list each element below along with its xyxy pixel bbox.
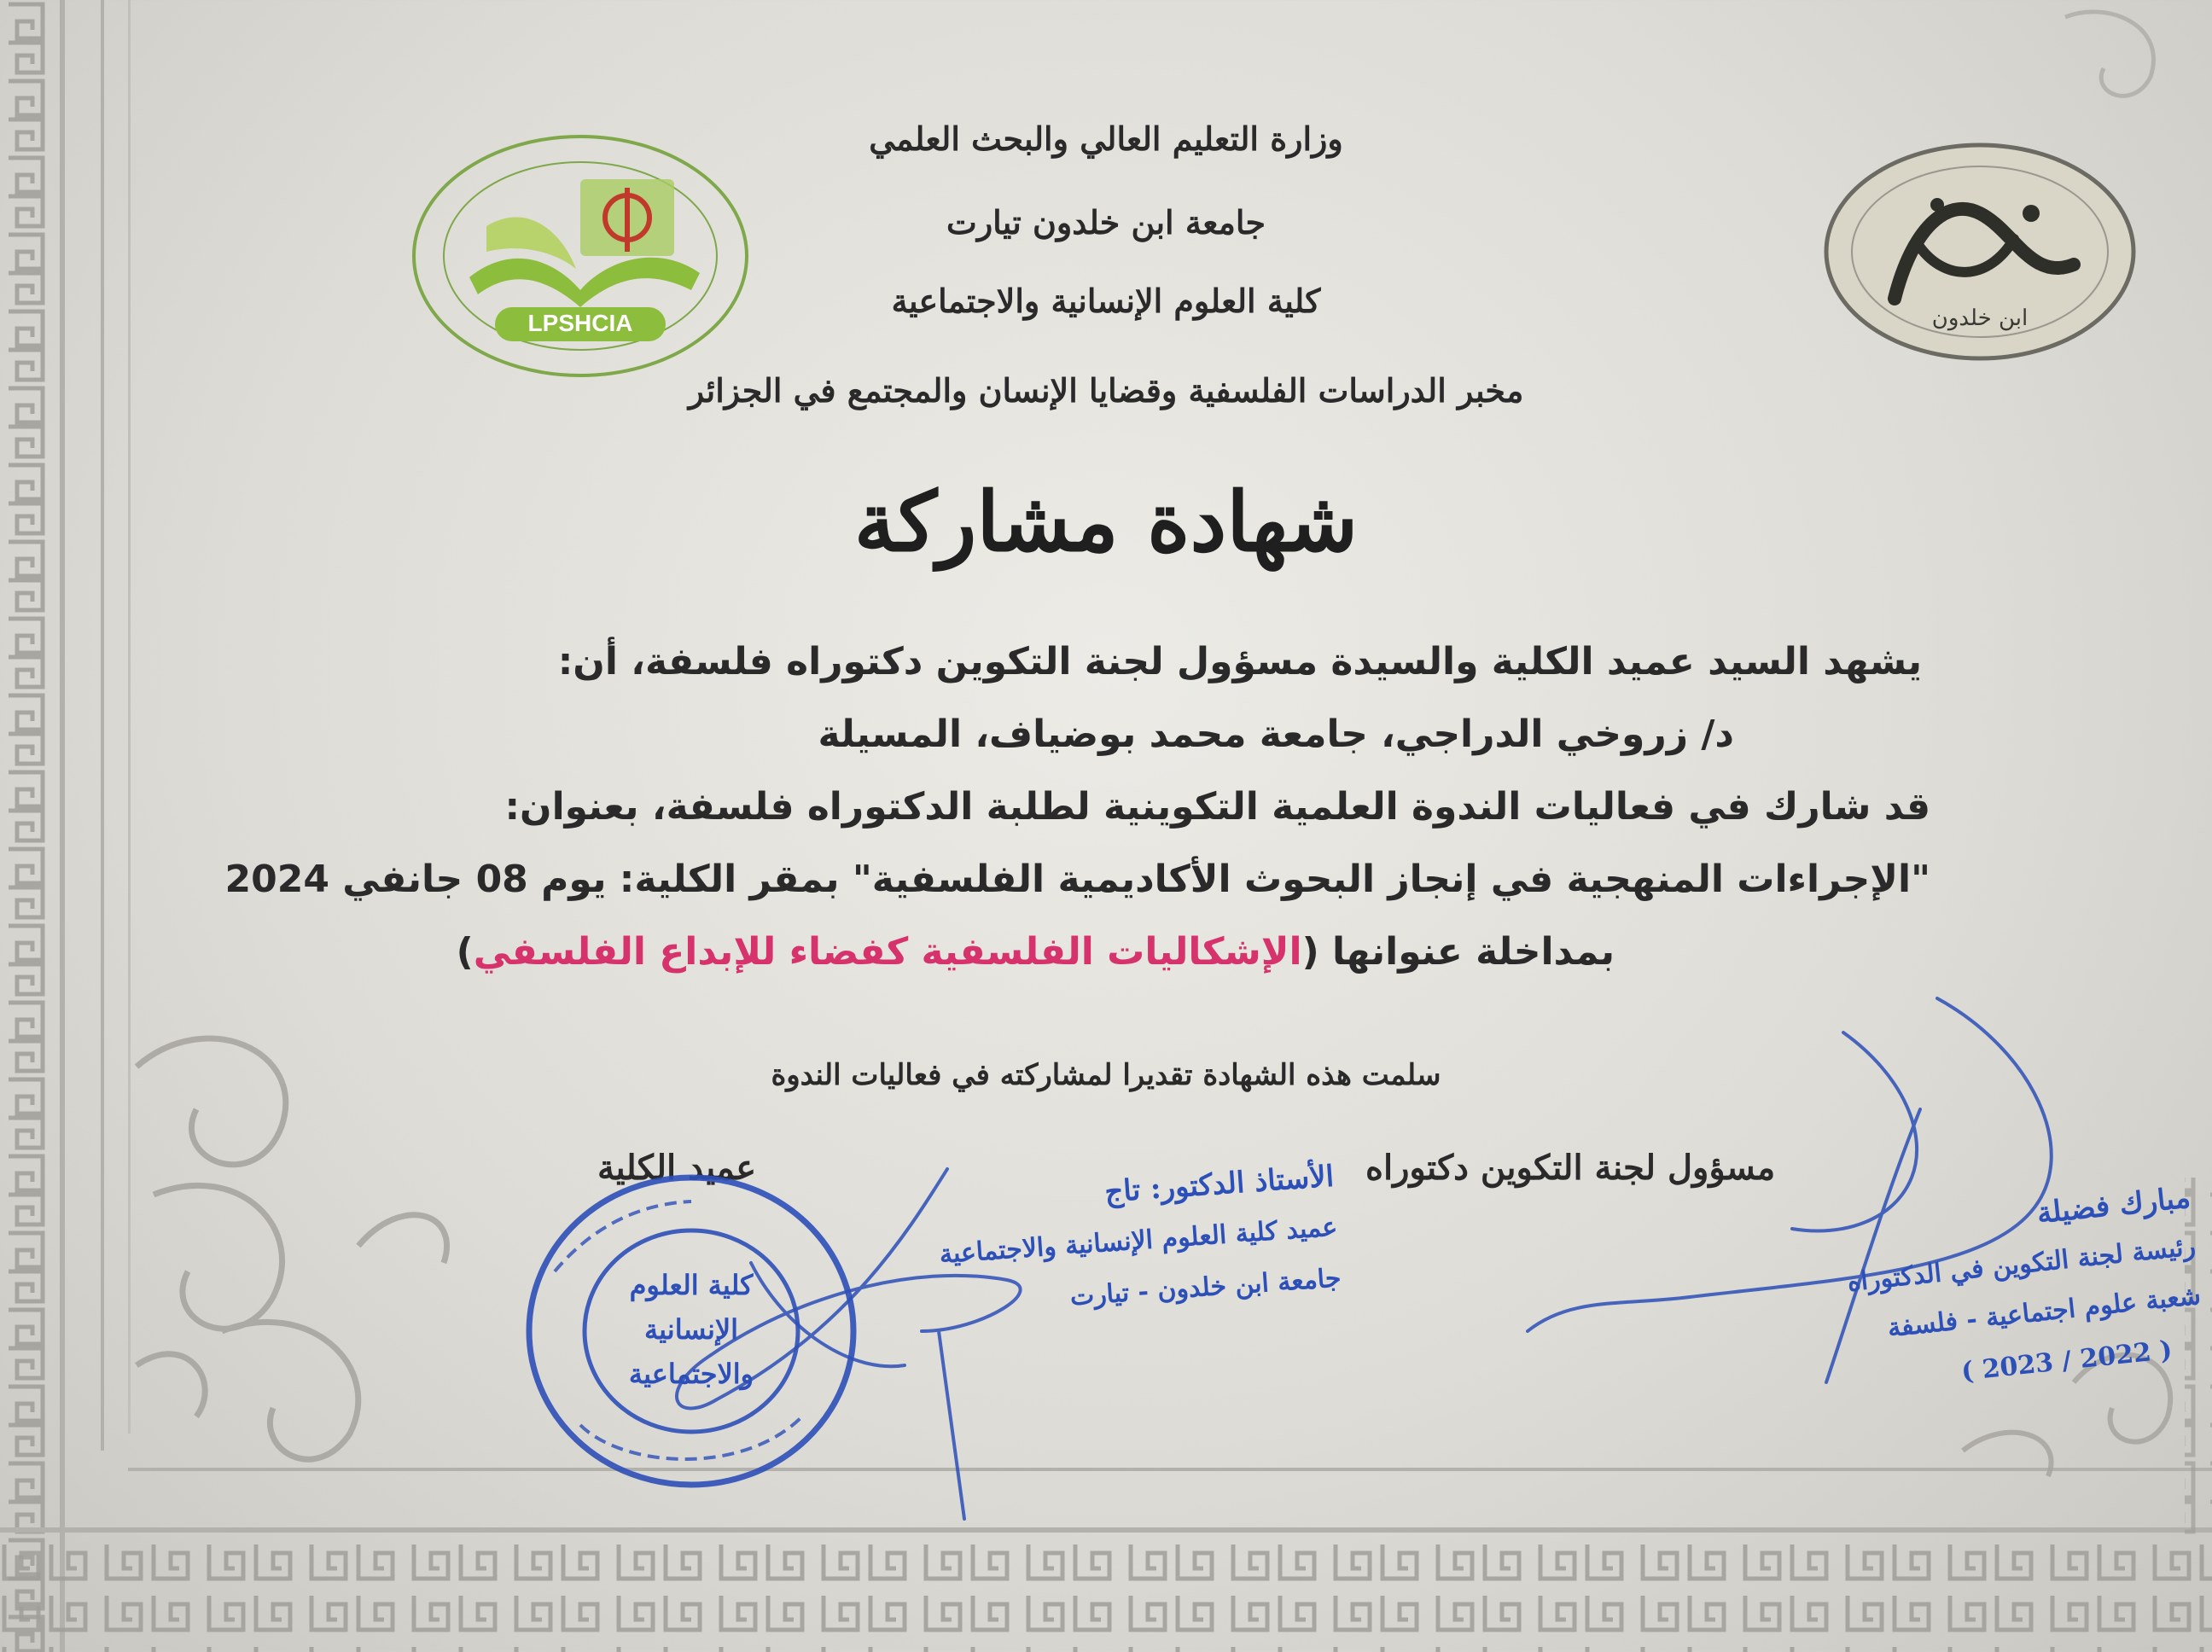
committee-signature-title: مسؤول لجنة التكوين دكتوراه (1365, 1148, 1776, 1188)
round-stamp-center-text: كلية العلوم الإنسانية والاجتماعية (628, 1269, 754, 1390)
closing-statement: سلمت هذه الشهادة تقديرا لمشاركته في فعاليات الندوة (771, 1058, 1441, 1092)
laboratory-name: مخبر الدراسات الفلسفية وقضايا الإنسان والمجتمع في الجزائر (688, 371, 1524, 410)
committee-stamp-line3: شعبة علوم اجتماعية - فلسفة (1886, 1280, 2203, 1344)
dean-stamp-line2: عميد كلية العلوم الإنسانية والاجتماعية (938, 1212, 1339, 1271)
university-logo-caption: ابن خلدون (1931, 305, 2029, 331)
committee-stamp-line2: رئيسة لجنة التكوين في الدكتوراه (1846, 1231, 2197, 1298)
body-line-seminar-title: "الإجراءات المنهجية في إنجاز البحوث الأكاديمية الفلسفية" بمقر الكلية: يوم 08 جانفي 2024 (224, 858, 1930, 901)
committee-stamp-line1: مبارك فضيلة (2034, 1180, 2192, 1231)
paper-title-prefix: بمداخلة عنوانها ( (1301, 930, 1615, 974)
dean-stamp-line1: الأستاذ الدكتور: تاج (1103, 1159, 1336, 1210)
participant-name: د/ زروخي الدراجي، جامعة محمد بوضياف، المسيلة (818, 713, 1734, 756)
lab-logo-caption: LPSHCIA (527, 310, 633, 336)
dean-signature-title: عميد الكلية (597, 1148, 757, 1188)
faculty-name: كلية العلوم الإنسانية والاجتماعية (891, 282, 1321, 320)
body-line-attestation: يشهد السيد عميد الكلية والسيدة مسؤول لجنة التكوين دكتوراه فلسفة، أن: (557, 640, 1922, 683)
paper-title-suffix: ) (456, 930, 474, 974)
dean-stamp-line3: جامعة ابن خلدون - تيارت (1068, 1263, 1342, 1312)
paper-title: الإشكاليات الفلسفية كفضاء للإبداع الفلسفي (473, 930, 1302, 974)
university-name: جامعة ابن خلدون تيارت (946, 203, 1266, 241)
body-line-event: قد شارك في فعاليات الندوة العلمية التكوينية لطلبة الدكتوراه فلسفة، بعنوان: (504, 785, 1930, 829)
certificate-title: شهادة مشاركة (853, 474, 1359, 570)
committee-stamp-year: ( 2023 / 2022 ) (1959, 1335, 2174, 1387)
ministry-name: وزارة التعليم العالي والبحث العلمي (869, 119, 1343, 158)
